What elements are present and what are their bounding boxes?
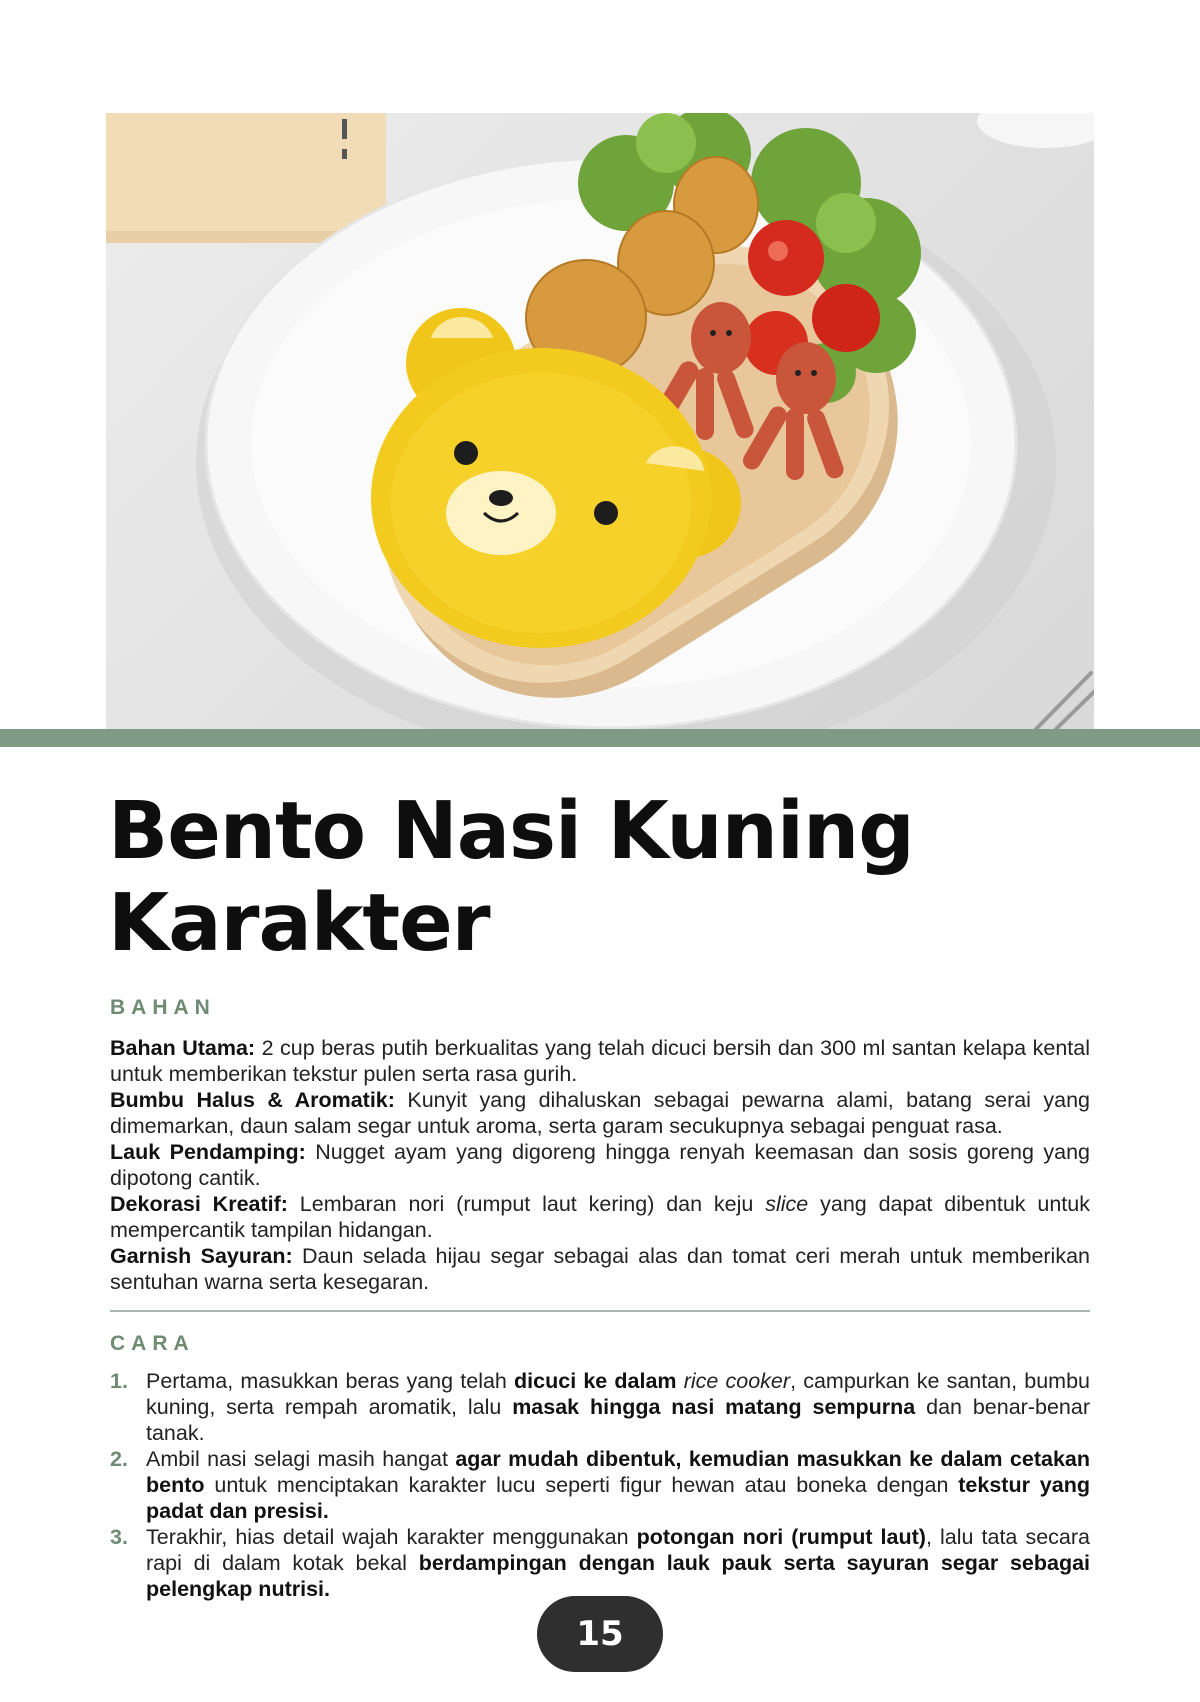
step-number: 3.: [110, 1525, 128, 1549]
ingredient-term: Dekorasi Kreatif:: [110, 1192, 288, 1216]
step-number: 1.: [110, 1369, 128, 1393]
ingredient-term: Garnish Sayuran:: [110, 1244, 293, 1268]
step-text: , campurkan ke santan, bumbu kuning, serta rempah aromatik, lalu: [146, 1369, 1091, 1419]
ingredient-item: [110, 1243, 1090, 1295]
hero-photo: [106, 113, 1094, 729]
ingredient-term: Bahan Utama:: [110, 1036, 256, 1060]
step-number: 2.: [110, 1447, 128, 1471]
method-step: [110, 1368, 1090, 1446]
step-text: Terakhir, hias detail wajah karakter menggunakan: [146, 1525, 637, 1549]
ingredient-text: Lembaran nori (rumput laut kering) dan keju: [287, 1192, 766, 1216]
step-emphasis: masak hingga nasi matang sempurna: [512, 1395, 916, 1419]
step-text: , lalu tata secara rapi di dalam kotak bekal: [146, 1525, 1090, 1575]
step-text: untuk menciptakan karakter lucu seperti figur hewan atau boneka dengan: [204, 1473, 959, 1497]
step-emphasis: dicuci ke dalam: [514, 1369, 684, 1393]
ingredient-text: yang dapat dibentuk untuk mempercantik tampilan hidangan.: [110, 1192, 1090, 1242]
ingredient-text: Nugget ayam yang digoreng hingga renyah keemasan dan sosis goreng yang dipotong cantik.: [110, 1140, 1090, 1190]
recipe-title: [108, 785, 1108, 969]
ingredient-item: [110, 1191, 1090, 1243]
method-step: [110, 1446, 1090, 1524]
method-heading: CARA: [110, 1332, 195, 1355]
ingredient-item: [110, 1087, 1090, 1139]
step-emphasis: berdampingan dengan lauk pauk serta sayuran segar sebagai pelengkap nutrisi.: [146, 1551, 1091, 1601]
ingredient-item: [110, 1035, 1090, 1087]
ingredient-item: [110, 1139, 1090, 1191]
page-number-badge: 15: [537, 1596, 663, 1672]
ingredient-text: Kunyit yang dihaluskan sebagai pewarna alami, batang serai yang dimemarkan, daun salam segar untuk aroma, serta garam secukupnya sebagai penguat rasa.: [110, 1088, 1090, 1138]
ingredient-emphasis: slice: [765, 1192, 809, 1216]
step-emphasis: potongan nori (rumput laut): [636, 1525, 926, 1549]
accent-band: [0, 729, 1200, 747]
step-emphasis: tekstur yang padat dan presisi.: [146, 1473, 1090, 1523]
method-step: [110, 1524, 1090, 1602]
recipe-title-line-2: Karakter: [108, 877, 490, 969]
ingredient-term: Bumbu Halus & Aromatik:: [110, 1088, 395, 1112]
ingredients-list: [110, 1035, 1090, 1295]
ingredient-text: Daun selada hijau segar sebagai alas dan tomat ceri merah untuk memberikan sentuhan warna serta kesegaran.: [110, 1244, 1090, 1294]
section-divider: [110, 1310, 1090, 1312]
step-text: Pertama, masukkan beras yang telah: [146, 1369, 515, 1393]
ingredient-term: Lauk Pendamping:: [110, 1140, 306, 1164]
recipe-title-line-1: Bento Nasi Kuning: [108, 785, 914, 877]
step-text: dan benar-benar tanak.: [146, 1395, 1090, 1445]
step-text: Ambil nasi selagi masih hangat: [146, 1447, 456, 1471]
step-italic: rice cooker: [683, 1369, 791, 1393]
ingredient-text: 2 cup beras putih berkualitas yang telah dicuci bersih dan 300 ml santan kelapa kental untuk memberikan tekstur pulen serta rasa gurih.: [110, 1036, 1091, 1086]
step-emphasis: agar mudah dibentuk, kemudian masukkan ke dalam cetakan bento: [146, 1447, 1090, 1497]
ingredients-heading: BAHAN: [110, 996, 216, 1019]
method-steps: [110, 1368, 1090, 1602]
wooden-lid: [106, 113, 386, 243]
